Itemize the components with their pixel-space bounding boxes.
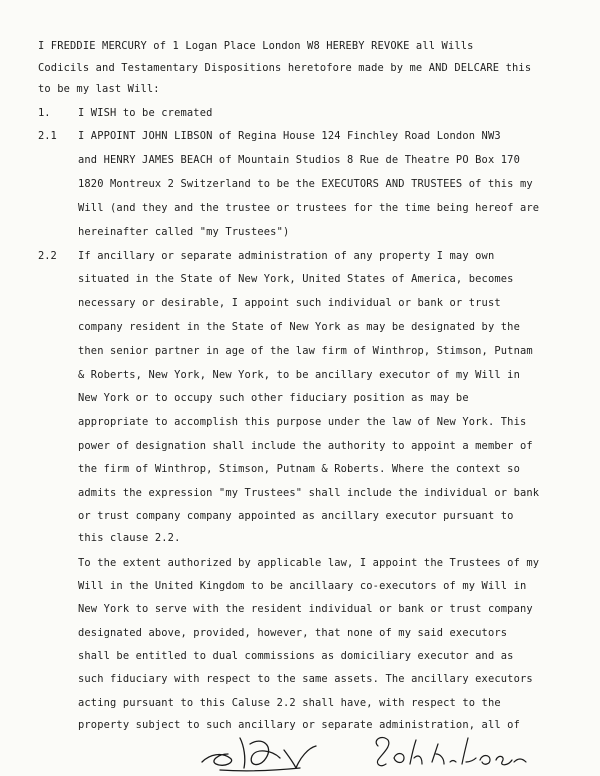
clause-2-2-para2-line: acting pursuant to this Caluse 2.2 shall have, with respect to the [78,697,501,709]
clause-2-2-para2-line: designated above, provided, however, that none of my said executors [78,627,508,639]
clause-2-2-line: the firm of Winthrop, Stimson, Putnam & Roberts. Where the context so [78,463,520,475]
clause-2-2-line: New York or to occupy such other fiduciary position as may be [78,392,469,404]
clause-2-1-number: 2.1 [38,130,57,142]
first-signature [202,738,316,771]
clause-2-2-line: necessary or desirable, I appoint such individual or bank or trust [78,297,501,309]
clause-2-2-line: & Roberts, New York, New York, to be ancillary executor of my Will in [78,369,520,381]
intro-line-2: Codicils and Testamentary Dispositions heretofore made by me AND DELCARE this [38,62,532,74]
clause-2-2-line: then senior partner in age of the law firm of Winthrop, Stimson, Putnam [78,345,533,357]
clause-2-2-line: admits the expression "my Trustees" shall include the individual or bank [78,487,540,499]
clause-2-1-line: Will (and they and the trustee or trustees for the time being hereof are [78,202,540,214]
clause-2-2-line: appropriate to accomplish this purpose under the law of New York. This [78,416,527,428]
clause-2-2-line: situated in the State of New York, United States of America, becomes [78,273,514,285]
clause-2-2-line: power of designation shall include the authority to appoint a member of [78,440,533,452]
clause-2-2-para2-line: Will in the United Kingdom to be ancillaary co-executors of my Will in [78,580,527,592]
clause-1-number: 1. [38,107,51,119]
clause-2-2-number: 2.2 [38,250,57,262]
clause-2-2-line: this clause 2.2. [78,532,181,544]
clause-2-2-para2-line: shall be entitled to dual commissions as domiciliary executor and as [78,650,514,662]
clause-2-1-line: I APPOINT JOHN LIBSON of Regina House 124 Finchley Road London NW3 [78,130,501,142]
handwritten-signatures [200,724,530,774]
clause-2-2-para2-line: New York to serve with the resident individual or bank or trust company [78,603,533,615]
clause-2-1-line: 1820 Montreux 2 Switzerland to be the EXECUTORS AND TRUSTEES of this my [78,178,533,190]
clause-2-2-para2-line: To the extent authorized by applicable law, I appoint the Trustees of my [78,557,540,569]
intro-line-1: I FREDDIE MERCURY of 1 Logan Place London W8 HEREBY REVOKE all Wills [38,40,474,52]
second-signature [376,738,526,766]
intro-line-3: to be my last Will: [38,83,160,95]
clause-2-2-line: or trust company company appointed as ancillary executor pursuant to [78,510,514,522]
clause-2-2-para2-line: such fiduciary with respect to the same assets. The ancillary executors [78,673,533,685]
clause-1-text: I WISH to be cremated [78,107,213,119]
clause-2-2-para2-line: property subject to such ancillary or separate administration, all of [78,719,520,731]
clause-2-1-line: and HENRY JAMES BEACH of Mountain Studios 8 Rue de Theatre PO Box 170 [78,154,520,166]
clause-2-2-line: company resident in the State of New York as may be designated by the [78,321,520,333]
clause-2-1-line: hereinafter called "my Trustees") [78,226,290,238]
clause-2-2-line: If ancillary or separate administration of any property I may own [78,250,495,262]
